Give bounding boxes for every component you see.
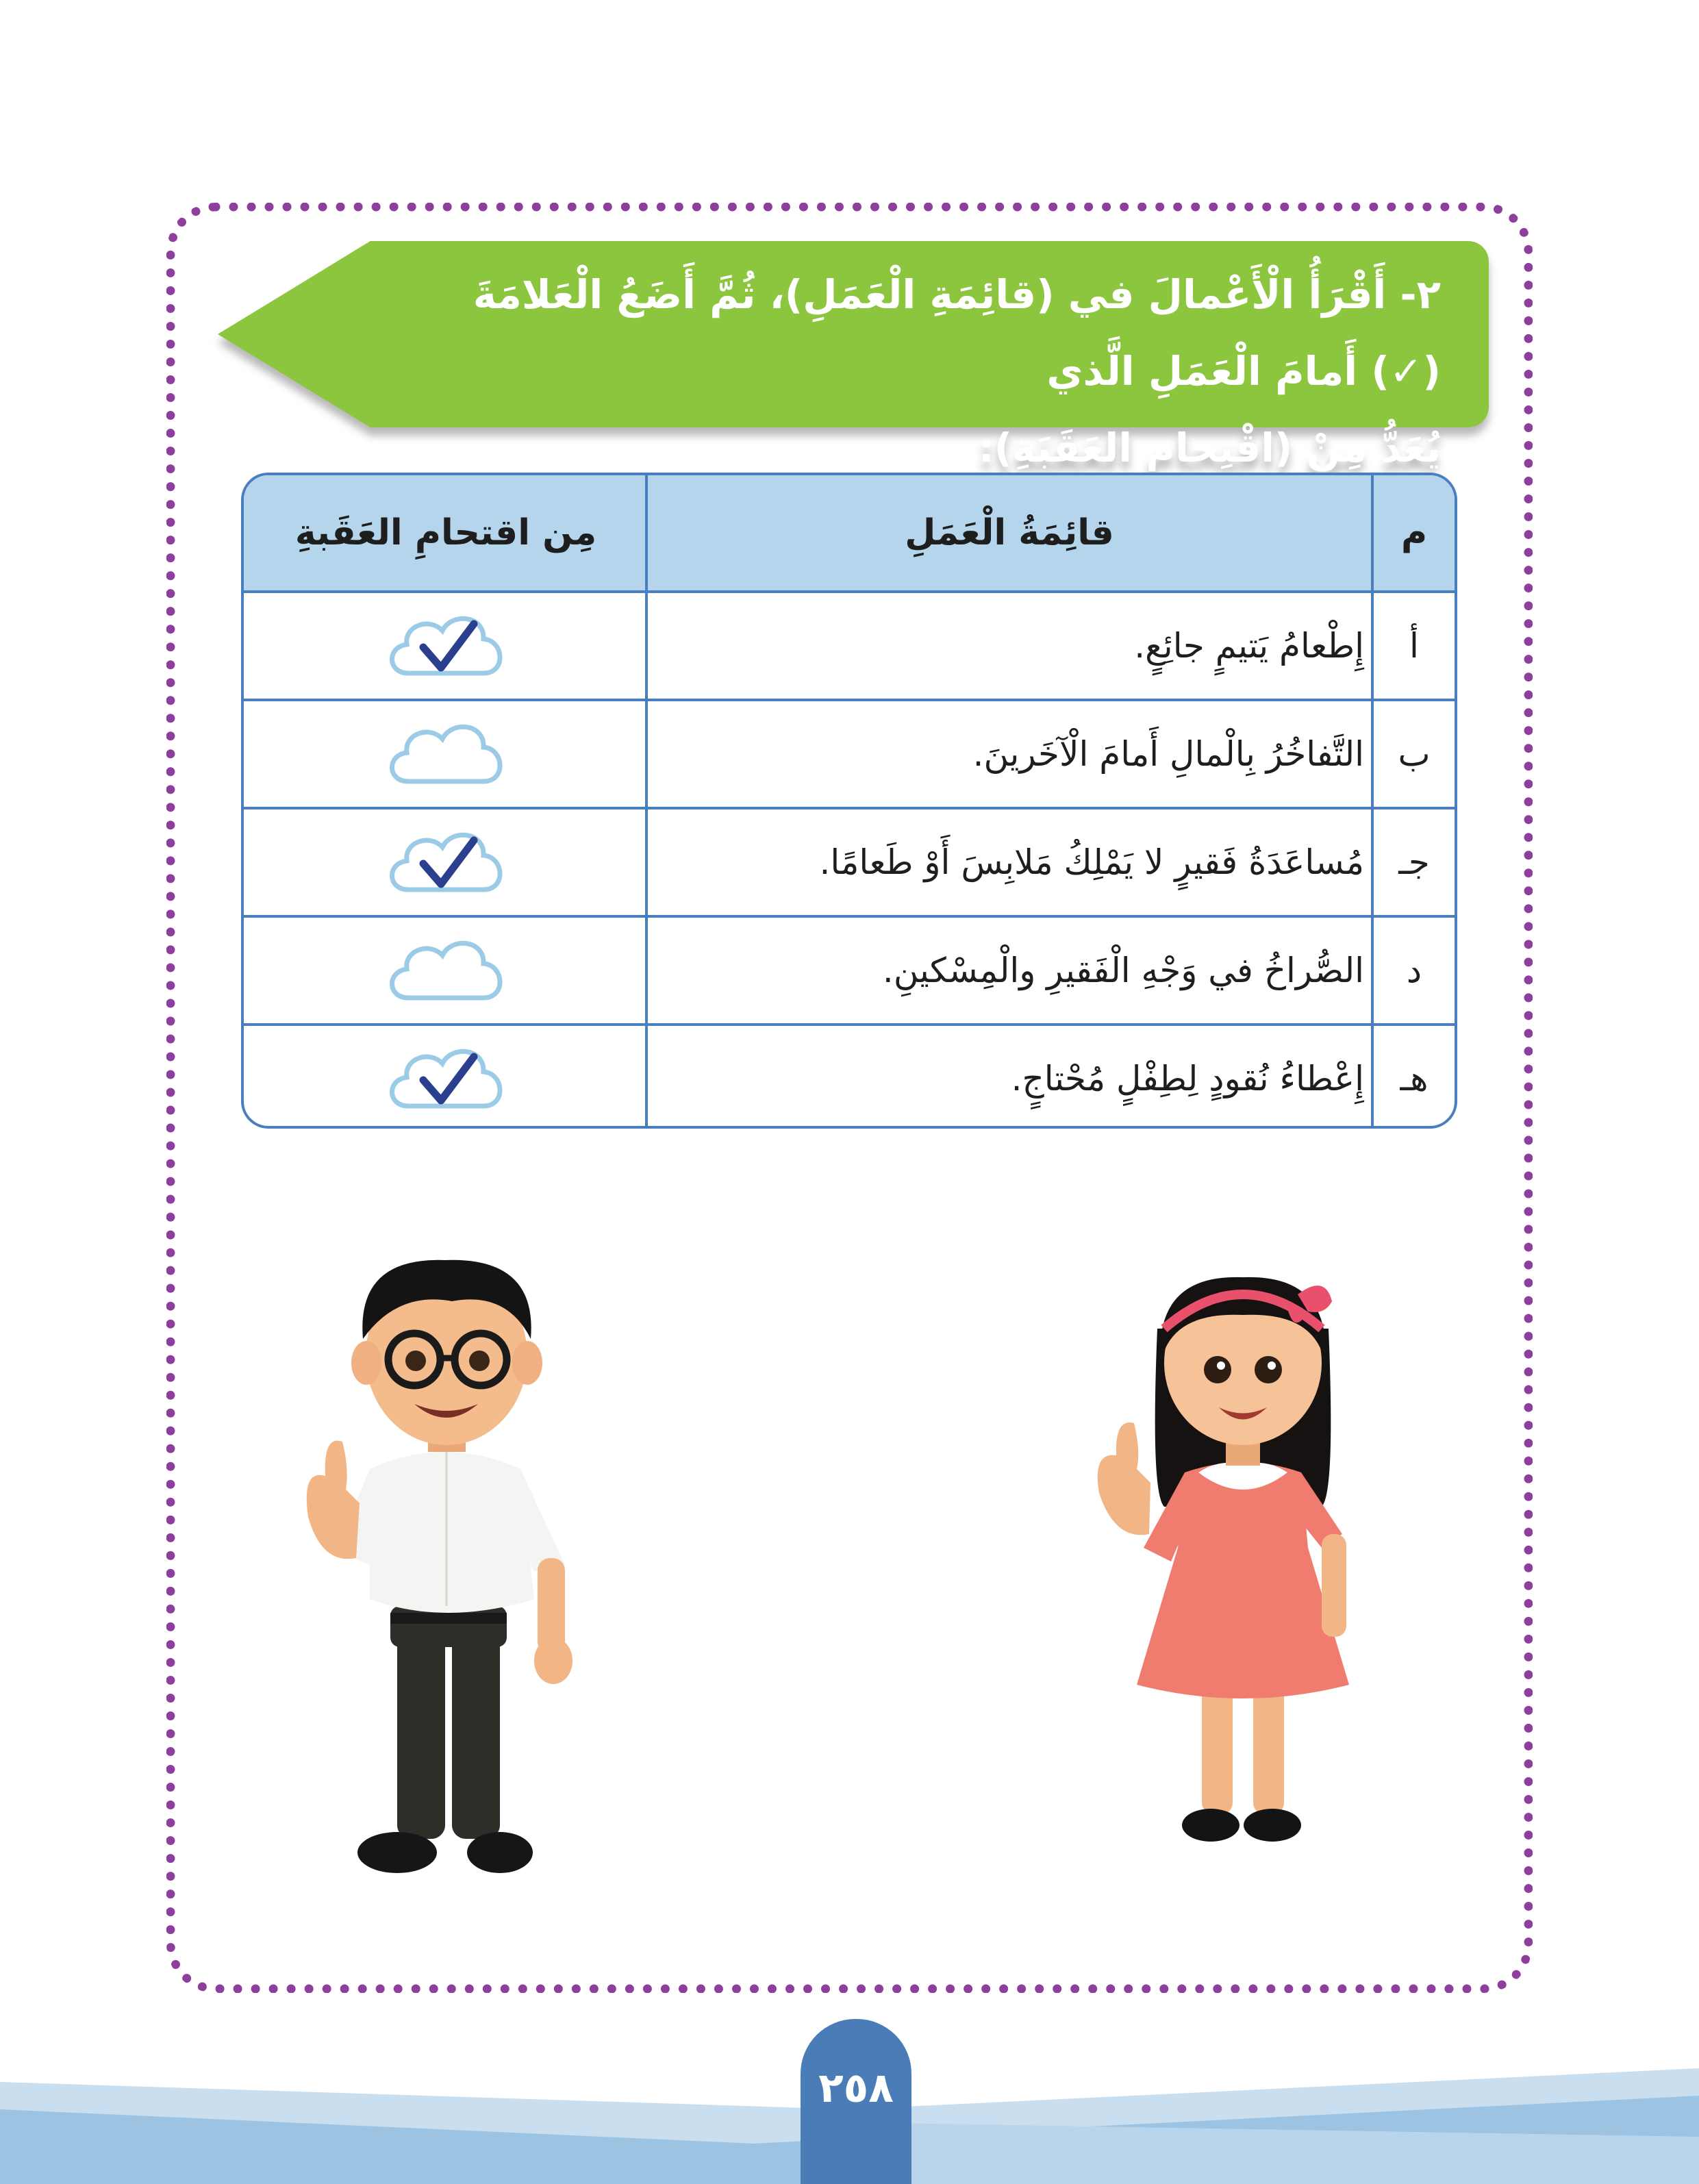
instruction-text [400,256,1441,486]
answer-cloud[interactable] [381,929,511,1012]
boy-thumbs-up-illustration [294,1243,596,1887]
row-check-cell [244,701,648,807]
answer-cloud[interactable] [381,821,511,903]
answer-cloud[interactable] [381,605,511,687]
row-check-cell [244,918,648,1023]
instruction-banner [218,241,1489,471]
header-actions: قائِمَةُ الْعَمَلِ [905,512,1114,553]
header-index: م [1400,512,1428,553]
row-index-cell [1371,701,1455,807]
row-index-cell [1371,918,1455,1023]
instruction-line-2: يُعَدُّ مِنْ (اقْتِحامِ العَقَبَةِ): [978,425,1441,471]
row-check-cell [244,593,648,699]
answer-cloud[interactable] [381,1038,511,1120]
page-number: ٢٥٨ [801,2019,911,2184]
header-actions-cell [645,475,1371,590]
row-check-cell [244,1026,648,1129]
row-action-cell [645,593,1371,699]
row-index-cell [1371,1026,1455,1129]
row-index-cell [1371,809,1455,915]
table-row [244,807,1455,915]
row-action: مُساعَدَةُ فَقيرٍ لا يَمْلِكُ مَلابِسَ أَوْ طَعامًا. [819,842,1364,882]
row-action-cell [645,809,1371,915]
row-index-cell [1371,593,1455,699]
row-index: هـ [1400,1059,1429,1099]
header-index-cell [1371,475,1455,590]
table-row [244,699,1455,807]
row-index: أ [1409,626,1419,666]
cloud-icon [381,929,511,1012]
row-action-cell [645,918,1371,1023]
table-row [244,915,1455,1023]
instruction-line-1: ٢- أَقْرَأُ الْأَعْمالَ في (قائِمَةِ الْعَمَلِ)، ثُمَّ أَضَعُ الْعَلامَةَ (✓) أَمامَ الْعَمَلِ الَّذي [473,271,1441,394]
table-row [244,1023,1455,1129]
row-index: جـ [1398,842,1430,882]
row-check-cell [244,809,648,915]
row-index: ب [1398,734,1431,774]
row-action: إِعْطاءُ نُقودٍ لِطِفْلٍ مُحْتاجٍ. [1011,1059,1364,1099]
activity-table [241,473,1457,1129]
row-action: التَّفاخُرُ بِالْمالِ أَمامَ الْآخَرينَ. [972,734,1364,774]
row-action: إِطْعامُ يَتيمٍ جائِعٍ. [1134,626,1364,666]
table-header-row [244,475,1455,590]
row-action-cell [645,1026,1371,1129]
header-check-cell [244,475,648,590]
cloud-icon [381,713,511,795]
table-row [244,590,1455,699]
checkmark-icon [381,1038,511,1120]
girl-thumbs-up-illustration [1089,1246,1397,1863]
header-check: مِن اقتحامِ العَقَبةِ [294,512,597,553]
row-action-cell [645,701,1371,807]
row-index: د [1406,951,1422,990]
checkmark-icon [381,821,511,903]
answer-cloud[interactable] [381,713,511,795]
row-action: الصُّراخُ في وَجْهِ الْفَقيرِ والْمِسْكينِ. [882,951,1364,990]
checkmark-icon [381,605,511,687]
